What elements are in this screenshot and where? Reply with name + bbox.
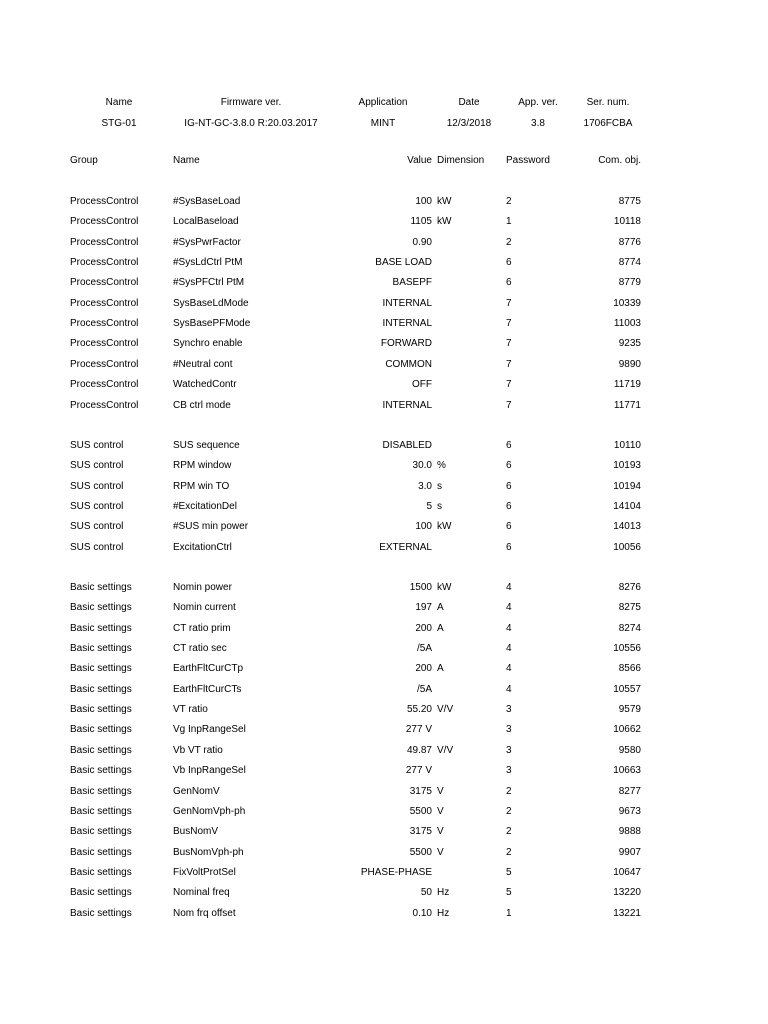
cell-password: 4 (506, 622, 512, 634)
cell-password: 3 (506, 744, 512, 756)
cell-group: ProcessControl (70, 216, 139, 228)
cell-name: Nomin power (173, 582, 232, 593)
cell-com-obj: 8276 (618, 582, 641, 593)
cell-com-obj: 10056 (613, 541, 641, 553)
cell-value: BASE LOAD (375, 257, 432, 269)
cell-password: 4 (506, 683, 512, 695)
cell-value: 50 (420, 887, 432, 899)
cell-name: GenNomV (173, 785, 220, 797)
cell-com-obj: 9580 (618, 744, 641, 756)
cell-group: ProcessControl (70, 318, 139, 330)
cell-value: 100 (415, 196, 432, 207)
cell-group: Basic settings (70, 602, 132, 614)
cell-dimension: A (437, 602, 444, 614)
cell-group: SUS control (70, 460, 124, 472)
cell-value: 200 (415, 663, 432, 675)
cell-password: 4 (506, 643, 512, 655)
table-row (0, 602, 768, 616)
cell-group: Basic settings (70, 826, 132, 838)
cell-value: DISABLED (382, 440, 432, 451)
cell-name: #SysBaseLoad (173, 196, 241, 207)
cell-com-obj: 8274 (618, 622, 641, 634)
cell-password: 3 (506, 765, 512, 777)
table-row (0, 887, 768, 901)
cell-group: Basic settings (70, 887, 132, 899)
cell-name: SysBasePFMode (173, 318, 251, 330)
cell-value: 1105 (410, 216, 432, 228)
table-row (0, 684, 768, 698)
cell-group: Basic settings (70, 866, 132, 878)
cell-dimension: V/V (437, 744, 454, 756)
table-row (0, 908, 768, 922)
cell-group: ProcessControl (70, 379, 139, 391)
table-row (0, 338, 768, 352)
cell-com-obj: 8774 (618, 257, 641, 269)
cell-value: 55.20 (406, 704, 432, 716)
cell-name: GenNomVph-ph (173, 805, 246, 817)
cell-dimension: V (437, 846, 444, 858)
cell-password: 2 (506, 785, 512, 797)
cell-group: Basic settings (70, 683, 132, 695)
table-row (0, 298, 768, 312)
cell-password: 2 (506, 236, 512, 248)
cell-com-obj: 13221 (613, 907, 641, 919)
cell-value: INTERNAL (382, 318, 432, 330)
cell-com-obj: 11771 (613, 399, 641, 411)
column-header-name: Name (173, 155, 200, 166)
cell-com-obj: 9579 (618, 704, 641, 716)
cell-com-obj: 9673 (618, 805, 641, 817)
table-row (0, 847, 768, 861)
cell-password: 4 (506, 663, 512, 675)
header-label-date: Date (458, 97, 480, 108)
cell-value: 3.0 (418, 480, 432, 492)
cell-group: Basic settings (70, 582, 132, 593)
cell-name: ExcitationCtrl (173, 541, 232, 553)
header-label-name: Name (105, 97, 133, 108)
cell-value: 0.90 (412, 236, 432, 248)
cell-dimension: kW (437, 582, 452, 593)
cell-com-obj: 10647 (613, 866, 641, 878)
cell-password: 2 (506, 805, 512, 817)
cell-dimension: s (437, 501, 442, 513)
cell-value: 100 (415, 521, 432, 533)
cell-password: 3 (506, 704, 512, 716)
cell-group: Basic settings (70, 622, 132, 634)
table-row (0, 216, 768, 230)
table-row (0, 663, 768, 677)
cell-name: SUS sequence (173, 440, 240, 451)
cell-name: Nomin current (173, 602, 236, 614)
cell-value: 5 (426, 501, 432, 513)
cell-value: 0.10 (412, 907, 432, 919)
cell-dimension: kW (437, 521, 452, 533)
cell-password: 6 (506, 480, 512, 492)
cell-group: ProcessControl (70, 399, 139, 411)
cell-name: VT ratio (173, 704, 208, 716)
cell-password: 7 (506, 399, 512, 411)
cell-group: SUS control (70, 521, 124, 533)
cell-com-obj: 9888 (618, 826, 641, 838)
table-row (0, 806, 768, 820)
cell-group: ProcessControl (70, 358, 139, 370)
cell-password: 6 (506, 257, 512, 269)
table-row (0, 379, 768, 393)
cell-value: PHASE-PHASE (360, 866, 432, 878)
cell-group: SUS control (70, 480, 124, 492)
cell-com-obj: 10118 (613, 216, 641, 228)
cell-password: 6 (506, 440, 512, 451)
cell-com-obj: 10663 (613, 765, 641, 777)
column-header-com-obj: Com. obj. (598, 155, 641, 166)
cell-name: #ExcitationDel (173, 501, 237, 513)
cell-group: Basic settings (70, 744, 132, 756)
cell-name: Vg InpRangeSel (173, 724, 246, 736)
cell-name: #SysPFCtrl PtM (173, 277, 245, 289)
column-header-dimension: Dimension (437, 155, 485, 166)
cell-password: 7 (506, 318, 512, 330)
cell-dimension: A (437, 622, 444, 634)
table-row (0, 826, 768, 840)
table-row (0, 501, 768, 515)
cell-name: RPM window (173, 460, 232, 472)
table-row (0, 643, 768, 657)
table-row (0, 257, 768, 271)
cell-name: WatchedContr (173, 379, 237, 391)
table-row (0, 277, 768, 291)
cell-value: 5500 (409, 805, 432, 817)
table-row (0, 867, 768, 881)
cell-group: Basic settings (70, 724, 132, 736)
cell-group: SUS control (70, 501, 124, 513)
cell-value: 197 (415, 602, 432, 614)
cell-password: 6 (506, 501, 512, 513)
cell-name: #SysLdCtrl PtM (173, 257, 243, 269)
table-row (0, 542, 768, 556)
cell-com-obj: 14013 (613, 521, 641, 533)
cell-com-obj: 10339 (613, 297, 641, 309)
cell-password: 7 (506, 358, 512, 370)
cell-name: SysBaseLdMode (173, 297, 249, 309)
cell-group: Basic settings (70, 907, 132, 919)
table-row (0, 460, 768, 474)
cell-dimension: Hz (437, 887, 450, 899)
table-row (0, 582, 768, 596)
cell-com-obj: 9890 (618, 358, 641, 370)
cell-value: INTERNAL (382, 297, 432, 309)
cell-password: 6 (506, 521, 512, 533)
cell-group: ProcessControl (70, 338, 139, 350)
cell-name: Vb InpRangeSel (173, 765, 246, 777)
cell-group: ProcessControl (70, 297, 139, 309)
header-value-date: 12/3/2018 (446, 118, 492, 129)
cell-group: SUS control (70, 440, 124, 451)
cell-password: 4 (506, 582, 512, 593)
cell-name: EarthFltCurCTs (173, 683, 242, 695)
cell-com-obj: 11003 (613, 318, 641, 330)
table-row (0, 440, 768, 454)
cell-group: ProcessControl (70, 257, 139, 269)
cell-com-obj: 8277 (618, 785, 641, 797)
header-value-app-ver: 3.8 (531, 118, 545, 129)
cell-value: COMMON (385, 358, 432, 370)
cell-name: BusNomVph-ph (173, 846, 244, 858)
cell-group: ProcessControl (70, 277, 139, 289)
cell-name: LocalBaseload (173, 216, 239, 228)
table-row (0, 318, 768, 332)
cell-dimension: kW (437, 196, 452, 207)
cell-name: Synchro enable (173, 338, 243, 350)
cell-group: SUS control (70, 541, 124, 553)
table-row (0, 745, 768, 759)
cell-value: 49.87 (406, 744, 432, 756)
column-header-password: Password (506, 155, 550, 166)
header-label-ser-num: Ser. num. (586, 97, 630, 108)
table-row (0, 400, 768, 414)
cell-value: /5A (416, 643, 432, 655)
cell-group: Basic settings (70, 643, 132, 655)
table-row (0, 196, 768, 210)
cell-value: 200 (415, 622, 432, 634)
cell-dimension: Hz (437, 907, 450, 919)
cell-password: 1 (506, 216, 512, 228)
cell-value: 30.0 (412, 460, 432, 472)
cell-name: CT ratio sec (173, 643, 227, 655)
cell-value: 277 V (405, 765, 432, 777)
cell-value: FORWARD (380, 338, 432, 350)
cell-password: 2 (506, 846, 512, 858)
cell-group: Basic settings (70, 785, 132, 797)
table-row (0, 237, 768, 251)
cell-password: 5 (506, 866, 512, 878)
cell-com-obj: 9235 (618, 338, 641, 350)
cell-value: OFF (412, 379, 432, 391)
cell-dimension: s (437, 480, 442, 492)
cell-com-obj: 8275 (618, 602, 641, 614)
cell-password: 1 (506, 907, 512, 919)
cell-password: 5 (506, 887, 512, 899)
cell-group: Basic settings (70, 704, 132, 716)
header-values-row (0, 118, 768, 132)
header-value-name: STG-01 (101, 118, 137, 129)
cell-com-obj: 14104 (613, 501, 641, 513)
table-row (0, 623, 768, 637)
cell-password: 2 (506, 826, 512, 838)
cell-value: 277 V (405, 724, 432, 736)
cell-group: ProcessControl (70, 196, 139, 207)
header-value-firmware: IG-NT-GC-3.8.0 R:20.03.2017 (184, 118, 318, 129)
table-row (0, 359, 768, 373)
cell-dimension: V (437, 826, 444, 838)
cell-value: 5500 (409, 846, 432, 858)
cell-dimension: kW (437, 216, 452, 228)
cell-com-obj: 10557 (613, 683, 641, 695)
cell-password: 7 (506, 379, 512, 391)
cell-password: 3 (506, 724, 512, 736)
cell-com-obj: 8775 (618, 196, 641, 207)
header-label-firmware: Firmware ver. (220, 97, 282, 108)
cell-group: Basic settings (70, 765, 132, 777)
cell-group: Basic settings (70, 663, 132, 675)
cell-group: Basic settings (70, 805, 132, 817)
cell-name: EarthFltCurCTp (173, 663, 244, 675)
cell-password: 6 (506, 460, 512, 472)
cell-name: Nom frq offset (173, 907, 236, 919)
cell-com-obj: 10556 (613, 643, 641, 655)
cell-name: #SysPwrFactor (173, 236, 241, 248)
cell-name: FixVoltProtSel (173, 866, 236, 878)
cell-value: BASEPF (392, 277, 432, 289)
header-label-application: Application (358, 97, 408, 108)
cell-group: Basic settings (70, 846, 132, 858)
table-row (0, 786, 768, 800)
cell-dimension: A (437, 663, 444, 675)
cell-com-obj: 8779 (618, 277, 641, 289)
cell-com-obj: 8566 (618, 663, 641, 675)
cell-dimension: V (437, 785, 444, 797)
header-value-application: MINT (370, 118, 396, 129)
cell-name: Vb VT ratio (173, 744, 223, 756)
cell-name: Nominal freq (173, 887, 230, 899)
cell-value: INTERNAL (382, 399, 432, 411)
cell-name: CT ratio prim (173, 622, 231, 634)
header-value-ser-num: 1706FCBA (583, 118, 633, 129)
table-header-row (0, 155, 768, 169)
cell-password: 6 (506, 541, 512, 553)
table-row (0, 481, 768, 495)
cell-com-obj: 8776 (618, 236, 641, 248)
table-row (0, 521, 768, 535)
header-label-app-ver: App. ver. (518, 97, 558, 108)
cell-dimension: V (437, 805, 444, 817)
table-row (0, 724, 768, 738)
cell-password: 6 (506, 277, 512, 289)
table-row (0, 765, 768, 779)
cell-password: 2 (506, 196, 512, 207)
cell-dimension: % (437, 460, 446, 472)
cell-dimension: V/V (437, 704, 454, 716)
column-header-group: Group (70, 155, 98, 166)
cell-password: 4 (506, 602, 512, 614)
cell-com-obj: 10110 (613, 440, 641, 451)
cell-value: EXTERNAL (379, 541, 432, 553)
cell-name: BusNomV (173, 826, 219, 838)
header-labels-row (0, 97, 768, 111)
cell-group: ProcessControl (70, 236, 139, 248)
cell-com-obj: 9907 (618, 846, 641, 858)
cell-com-obj: 11719 (613, 379, 641, 391)
cell-password: 7 (506, 297, 512, 309)
cell-name: CB ctrl mode (173, 399, 231, 411)
cell-name: RPM win TO (173, 480, 230, 492)
cell-com-obj: 10193 (613, 460, 641, 472)
cell-value: /5A (416, 683, 432, 695)
cell-com-obj: 10662 (613, 724, 641, 736)
table-row (0, 704, 768, 718)
cell-name: #SUS min power (173, 521, 249, 533)
cell-name: #Neutral cont (173, 358, 233, 370)
column-header-value: Value (407, 155, 432, 166)
cell-com-obj: 10194 (613, 480, 641, 492)
cell-com-obj: 13220 (613, 887, 641, 899)
cell-value: 3175 (409, 785, 432, 797)
cell-value: 3175 (409, 826, 432, 838)
cell-value: 1500 (409, 582, 432, 593)
cell-password: 7 (506, 338, 512, 350)
